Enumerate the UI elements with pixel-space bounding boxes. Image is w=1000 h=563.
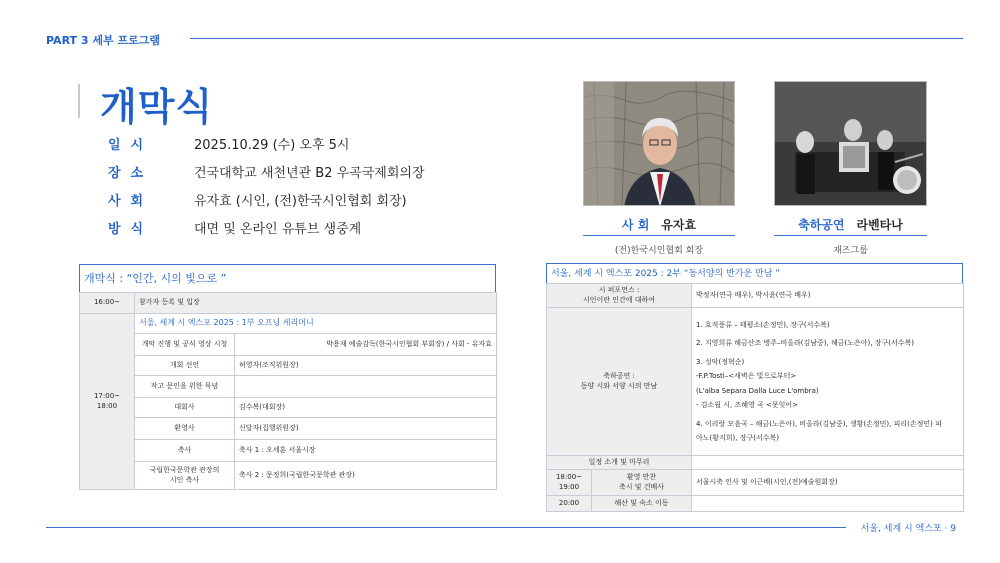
lineup-line: - 김소월 시, 조혜영 곡 <못잊어> — [696, 401, 799, 409]
registration-cell: 참가자 등록 및 입장 — [135, 293, 497, 314]
lineup-line: -F.P.Tosti–<새벽은 빛으로부터> — [696, 372, 797, 380]
info-label-method: 방식 — [108, 222, 154, 237]
info-value-place: 건국대학교 새천년관 B2 우곡국제회의장 — [194, 166, 425, 181]
right-table-title: 서울, 세계 시 엑스포 2025 : 2부 “동서양의 반가운 만남 ” — [551, 269, 780, 279]
lineup-line: 아노(황지희), 장구(서수복) — [696, 434, 780, 442]
program-value — [235, 376, 497, 398]
performance-value: 박정자(연극 배우), 박시윤(연극 배우) — [692, 284, 964, 308]
host-caption-line — [583, 235, 735, 236]
table-row — [80, 314, 497, 334]
program-label: 축사 — [135, 440, 235, 462]
time-cell: 16:00~ — [80, 293, 135, 314]
part1-heading: 서울, 세계 시 엑스포 2025 : 1부 오프닝 세리머니 — [135, 314, 497, 334]
right-schedule-table — [546, 283, 964, 512]
left-table-title: 개막식 : “인간, 시의 빛으로 ” — [84, 272, 227, 285]
program-label: 개막 진행 및 공식 영상 시청 — [135, 334, 235, 356]
performer-name: 라벤타나 — [856, 218, 903, 232]
info-value-date: 2025.10.29 (수) 오후 5시 — [194, 138, 350, 153]
lineup-line: 3. 성악(정혁순) — [696, 357, 745, 366]
table-row — [547, 470, 964, 496]
table-row — [547, 456, 964, 470]
info-value-host: 유자효 (시인, (전)한국시인협회 회장) — [194, 194, 407, 209]
table-row — [80, 462, 497, 490]
table-row — [80, 418, 497, 440]
table-row — [80, 293, 497, 314]
program-label: 대회사 — [135, 398, 235, 418]
program-label: 개회 선언 — [135, 356, 235, 376]
page-title: 개막식 — [100, 85, 214, 129]
program-value: 박용재 예술감독(한국시인협회 부회장) / 사회 - 유자효 — [235, 334, 497, 356]
footer-divider — [46, 527, 846, 528]
concert-lineup — [692, 308, 964, 456]
dinner-value: 서울시축 인사 및 이근배(시인,(전)예술원회장) — [692, 470, 964, 496]
header-divider — [190, 38, 963, 39]
program-value: 신달자(집행위원장) — [235, 418, 497, 440]
program-value: 축사 1 : 오세훈 서울시장 — [235, 440, 497, 462]
table-row — [547, 308, 964, 456]
page-footer: 서울, 세계 시 엑스포 · 9 — [860, 524, 956, 534]
info-label-host: 사회 — [108, 194, 154, 209]
performer-role: 축하공연 — [798, 218, 845, 232]
program-label: 환영사 — [135, 418, 235, 440]
table-row — [80, 398, 497, 418]
performer-caption — [774, 216, 927, 233]
performer-caption-line — [774, 235, 927, 236]
table-row — [80, 376, 497, 398]
close-value — [692, 496, 964, 512]
table-row — [80, 440, 497, 462]
table-row — [80, 334, 497, 356]
program-label: 작고 문인을 위한 묵념 — [135, 376, 235, 398]
schedule-value — [692, 456, 964, 470]
info-value-method: 대면 및 온라인 유튜브 생중계 — [194, 222, 362, 237]
section-header: PART 3 세부 프로그램 — [46, 34, 160, 47]
host-photo — [583, 81, 735, 206]
table-row — [547, 496, 964, 512]
performance-label: 시 퍼포먼스 : 시인이란 인간에 대하여 — [547, 284, 692, 308]
info-label-date: 일시 — [108, 138, 154, 153]
host-role: 사 회 — [621, 218, 650, 232]
program-value: 허영자(조직위원장) — [235, 356, 497, 376]
program-label: 국립한국문학관 관장의 시인 축사 — [135, 462, 235, 490]
host-name: 유자효 — [661, 218, 697, 232]
block-time-cell: 17:00~ 18:00 — [80, 314, 135, 490]
lineup-line: 1. 호적풍류 – 태평소(손정민), 장구(서수복) — [696, 320, 830, 329]
lineup-line: 4. 이리랑 모음곡 – 해금(노은아), 비올라(김남중), 생황(손정민), 피리(손정민) 피 — [696, 419, 942, 428]
host-caption — [583, 216, 735, 233]
left-schedule-table — [79, 292, 497, 490]
table-row — [80, 356, 497, 376]
close-label: 해산 및 숙소 이동 — [592, 496, 692, 512]
program-value: 김수복(대회장) — [235, 398, 497, 418]
table-row — [547, 284, 964, 308]
lineup-line: 2. 지영희류 해금산조 병주–비올라(김남중), 해금(노은아), 장구(서수복) — [696, 339, 914, 347]
close-time: 20:00 — [547, 496, 592, 512]
info-label-place: 장소 — [108, 166, 154, 181]
dinner-time: 18:00~ 19:00 — [547, 470, 592, 496]
lineup-line: (L'alba Separa Dalla Luce L'ombra) — [696, 386, 819, 395]
schedule-label: 일정 소개 및 마무리 — [547, 456, 692, 470]
performer-subtitle: 재즈그룹 — [833, 246, 868, 256]
dinner-label: 환영 만찬 축시 및 건배사 — [592, 470, 692, 496]
host-subtitle: (전)한국시인협회 회장 — [614, 246, 704, 256]
program-value: 축사 2 : 문정희(국립한국문학관 관장) — [235, 462, 497, 490]
band-photo — [774, 81, 927, 206]
title-accent-bar — [78, 84, 80, 118]
concert-label: 축하공연 : 동양 시와 서양 시의 만남 — [547, 308, 692, 456]
